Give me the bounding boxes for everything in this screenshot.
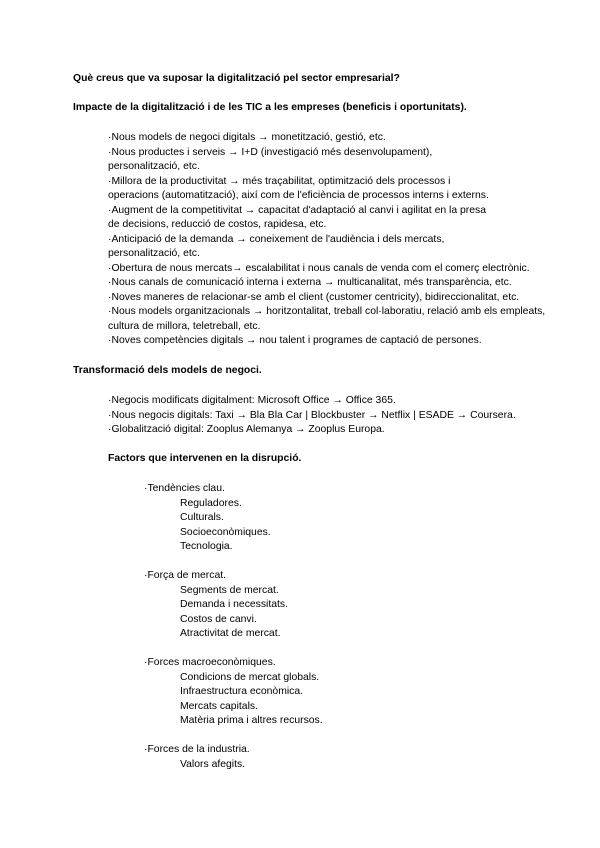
factor-item: Socioeconòmiques. (180, 526, 271, 538)
impact-line: ·Noves maneres de relacionar-se amb el client (customer centricity), bidireccionalitat, etc. (108, 291, 520, 303)
impact-line: personalització, etc. (108, 248, 200, 259)
impact-line: operacions (automatització), així com de l'eficiència de processos interns i externs. (108, 190, 489, 201)
impact-line: ·Nous models de negoci digitals → monetització, gestió, etc. (108, 132, 386, 143)
impact-line: ·Augment de la competitivitat → capacitat d'adaptació al canvi i agilitat en la presa (108, 204, 486, 216)
factor-item: Tecnologia. (180, 541, 233, 552)
impact-line: personalització, etc. (108, 161, 200, 172)
factor-item: Atractivitat de mercat. (180, 628, 281, 639)
factor-item: Segments de mercat. (180, 584, 279, 596)
factor-group-label: ·Força de mercat. (144, 570, 226, 581)
impact-line: ·Nous productes i serveis → I+D (investigació més desenvolupament), (108, 146, 433, 158)
factor-item: Demanda i necessitats. (180, 599, 289, 610)
transform-line: ·Globalització digital: Zooplus Alemanya → Zooplus Europa. (108, 424, 385, 435)
transform-line: ·Negocis modificats digitalment: Microsoft Office → Office 365. (108, 395, 396, 406)
factor-group-label: ·Forces macroeconòmiques. (144, 657, 276, 668)
factor-item: Valors afegits. (180, 758, 246, 770)
impact-line: ·Nous models organitzacionals → horitzontalitat, treball col·laboratiu, relació amb els empleats, (108, 306, 546, 317)
impact-line: ·Millora de la productivitat → més traçabilitat, optimització dels processos i (108, 175, 451, 187)
section-transform-title: Transformació dels models de negoci. (73, 365, 262, 376)
section-factors-title: Factors que intervenen en la disrupció. (108, 453, 302, 464)
factor-item: Reguladores. (180, 497, 242, 509)
factor-item: Costos de canvi. (180, 613, 257, 625)
impact-line: ·Noves competències digitals → nou talent i programes de captació de persones. (108, 335, 482, 346)
impact-line: ·Anticipació de la demanda → coneixement de l'audiència i dels mercats, (108, 233, 445, 245)
impact-line: ·Obertura de nous mercats→ escalabilitat i nous canals de venda com el comerç electrònic. (108, 262, 530, 274)
factor-item: Condicions de mercat globals. (180, 671, 320, 683)
heading-question: Què creus que va suposar la digitalització pel sector empresarial? (73, 73, 400, 84)
factor-item: Culturals. (180, 512, 224, 523)
impact-line: de decisions, reducció de costos, rapidesa, etc. (108, 219, 327, 230)
factor-item: Matèria prima i altres recursos. (180, 715, 323, 726)
impact-line: ·Nous canals de comunicació interna i externa → multicanalitat, més transparència, etc. (108, 277, 512, 288)
factor-group-label: ·Forces de la industria. (144, 744, 250, 755)
transform-line: ·Nous negocis digitals: Taxi → Bla Bla Car | Blockbuster → Netflix | ESADE → Coursera. (108, 409, 516, 421)
factor-group-label: ·Tendències clau. (144, 483, 225, 494)
factor-item: Infraestructura econòmica. (180, 686, 304, 697)
factor-item: Mercats capitals. (180, 700, 258, 712)
impact-line: cultura de millora, teletreball, etc. (108, 320, 261, 332)
section-impact-title: Impacte de la digitalització i de les TIC a les empreses (beneficis i oportunitats). (73, 102, 467, 113)
